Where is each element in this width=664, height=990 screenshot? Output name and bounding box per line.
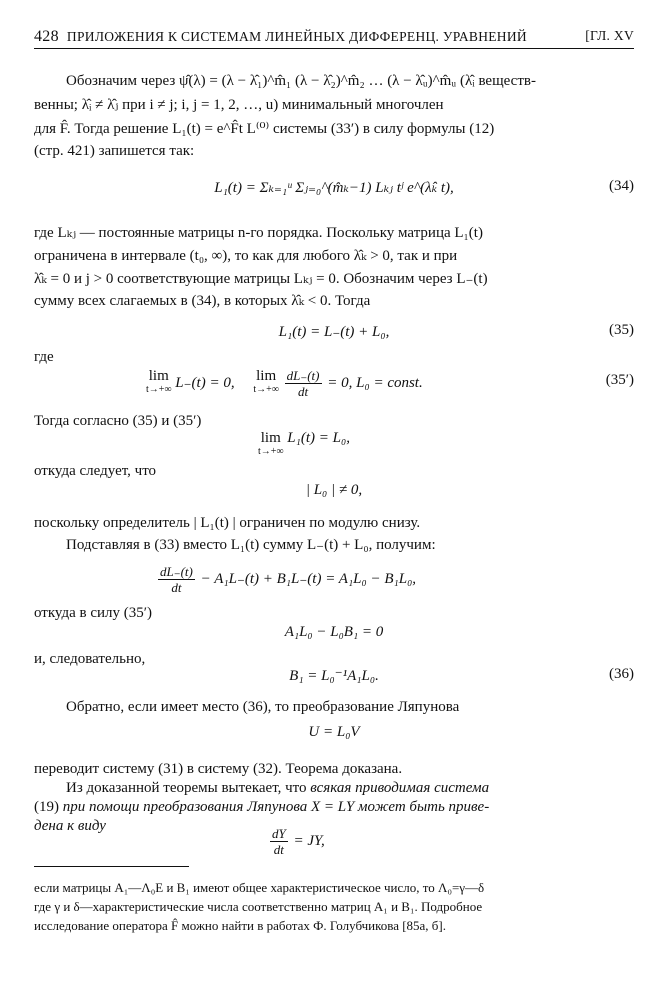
para1-line2: венны; λ̂ᵢ ≠ λ̂ⱼ при i ≠ j; i, j = 1, 2, …, u) минимальный многочлен	[34, 97, 444, 113]
since-text: поскольку определитель | L₁(t) | ограничен по модулю снизу.	[34, 515, 421, 531]
derivative-fraction: $\frac{dL_-(t)}{dt}$	[286, 368, 320, 399]
footnote-line3: исследование оператора F̂ можно найти в работах Ф. Голубчикова [85а, б].	[34, 918, 447, 933]
conversely-text: Обратно, если имеет место (36), то преобразование Ляпунова	[66, 699, 460, 715]
para2-line4: сумму всех слагаемых в (34), в которых λ̂ₖ < 0. Тогда	[34, 293, 371, 309]
canonical-equation: $\frac{dY}{dt}$ = JY,	[272, 826, 325, 857]
equation-34: L₁(t) = Σₖ₌₁ᵘ Σⱼ₌₀^(m̂ₖ−1) Lₖⱼ tʲ e^(λ̂ₖ t),	[214, 180, 454, 196]
corollary-line2: (19) при помощи преобразования Ляпунова X = LY может быть приве-	[34, 799, 490, 815]
footnote-line1: если матрицы A₁—Λ₀E и B₁ имеют общее характеристическое число, то Λ₀=γ—δ	[34, 880, 485, 895]
limit-operator-2: lim t→+∞	[253, 368, 279, 395]
chapter-label: [ГЛ. XV	[585, 28, 634, 43]
footnote-line2: где γ и δ—характеристические числа соответственно матриц A₁ и B₁. Подробное	[34, 899, 483, 914]
equation-35-number: (35)	[609, 322, 634, 338]
para2-line1: где Lₖⱼ — постоянные матрицы n-го порядка. Поскольку матрица L₁(t)	[34, 225, 483, 241]
running-title: ПРИЛОЖЕНИЯ К СИСТЕМАМ ЛИНЕЙНЫХ ДИФФЕРЕНЦ. УРАВНЕНИЙ	[66, 29, 527, 44]
running-header	[34, 28, 634, 46]
equation-35: L₁(t) = L₋(t) + L₀,	[278, 324, 390, 340]
limit-equation: lim t→+∞ L₁(t) = L₀,	[258, 430, 350, 457]
corollary-line3: дена к виду	[34, 818, 106, 834]
equation-36-number: (36)	[609, 666, 634, 682]
para2-line3: λ̂ₖ = 0 и j > 0 соответствующие матрицы Lₖⱼ = 0. Обозначим через L₋(t)	[34, 271, 488, 287]
corollary-line1: Из доказанной теоремы вытекает, что всякая приводимая система	[66, 780, 490, 796]
footnote-rule	[34, 866, 189, 867]
limit-operator: lim t→+∞	[146, 368, 172, 395]
header-rule	[34, 48, 634, 49]
para2-line2: ограничена в интервале (t₀, ∞), то как для любого λ̂ₖ > 0, так и при	[34, 248, 458, 264]
substitution-text: Подставляя в (33) вместо L₁(t) сумму L₋(t) + L₀, получим:	[66, 537, 436, 553]
whence-text: откуда следует, что	[34, 463, 157, 479]
commutation-equation: A₁L₀ − L₀B₁ = 0	[284, 624, 384, 640]
para1-line4: (стр. 421) запишется так:	[34, 143, 195, 159]
para1-line3: для F̂. Тогда решение L₁(t) = e^F̂t L⁽⁰⁾ системы (33′) в силу формулы (12)	[34, 121, 495, 137]
para1-line1: Обозначим через ψ̂(λ) = (λ − λ̂₁)^m̂₁ (λ − λ̂₂)^m̂₂ … (λ − λ̂ᵤ)^m̂ᵤ (λ̂ᵢ веществ-	[66, 73, 536, 89]
whence-35-text: откуда в силу (35′)	[34, 605, 153, 621]
transforms-text: переводит систему (31) в систему (32). Теорема доказана.	[34, 761, 403, 777]
consequently-text: и, следовательно,	[34, 651, 146, 667]
equation-34-number: (34)	[609, 178, 634, 194]
lyapunov-transform: U = L₀V	[308, 724, 360, 740]
equation-35-prime-number: (35′)	[605, 372, 634, 388]
equation-35-prime: lim t→+∞ L₋(t) = 0, lim t→+∞ $\frac{dL_-(t)}{dt}$ = 0, L₀ = const.	[146, 368, 423, 399]
page-number: 428	[34, 28, 59, 45]
substituted-equation: $\frac{dL_-(t)}{dt}$ − A₁L₋(t) + B₁L₋(t) = A₁L₀ − B₁L₀,	[160, 564, 417, 595]
determinant-equation: | L₀ | ≠ 0,	[305, 482, 363, 498]
equation-36: B₁ = L₀⁻¹A₁L₀.	[289, 668, 379, 684]
where-text: где	[34, 349, 54, 365]
then-text: Тогда согласно (35) и (35′)	[34, 413, 202, 429]
